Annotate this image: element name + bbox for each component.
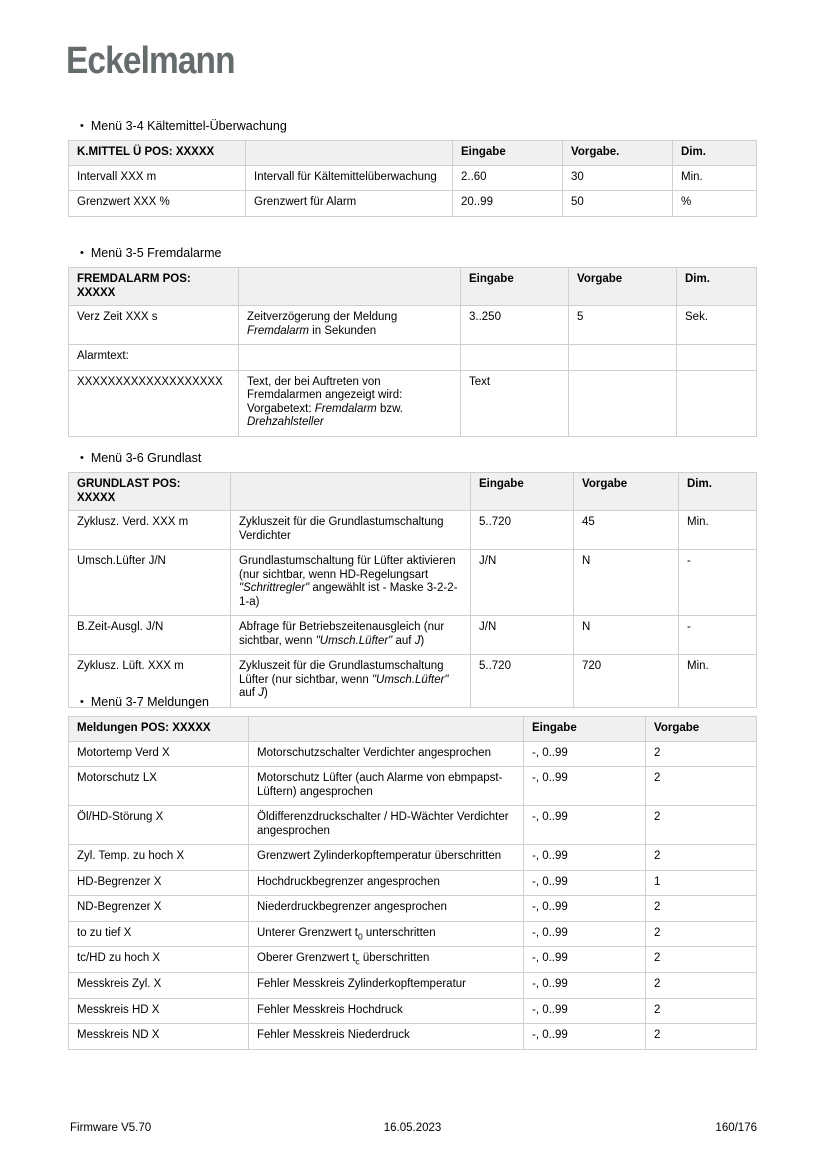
table-cell: N: [574, 550, 679, 616]
column-header: Eingabe: [453, 141, 563, 166]
section-menu-3-4: [68, 119, 757, 217]
table-cell: J/N: [471, 550, 574, 616]
section-title: [68, 119, 757, 135]
table-cell: Intervall XXX m: [69, 165, 246, 191]
kaeltemittel-ueberwachung-table: [68, 140, 757, 217]
table-cell: 3..250: [461, 306, 569, 345]
column-header: Eingabe: [524, 717, 646, 742]
table-cell: 720: [574, 655, 679, 708]
table-cell: -, 0..99: [524, 741, 646, 767]
table-row: [69, 767, 757, 806]
table-cell: -, 0..99: [524, 870, 646, 896]
table-row: [69, 616, 757, 655]
section-title-text: Menü 3-5 Fremdalarme: [90, 246, 222, 260]
fremdalarme-table: [68, 267, 757, 437]
table-header-row: [69, 473, 757, 511]
table-cell: Messkreis ND X: [69, 1024, 249, 1050]
table-cell: [569, 345, 677, 371]
table-cell: Niederdruckbegrenzer angesprochen: [249, 896, 524, 922]
table-cell: Öl/HD-Störung X: [69, 806, 249, 845]
table-cell: Grenzwert Zylinderkopftemperatur überschritten: [249, 845, 524, 871]
table-cell: Zeitverzögerung der Meldung Fremdalarm in Sekunden: [239, 306, 461, 345]
table-cell: 2: [646, 973, 757, 999]
table-cell: Grenzwert XXX %: [69, 191, 246, 217]
table-cell: Motortemp Verd X: [69, 741, 249, 767]
table-cell: 2: [646, 1024, 757, 1050]
table-cell: B.Zeit-Ausgl. J/N: [69, 616, 231, 655]
table-cell: 30: [563, 165, 673, 191]
column-header: Meldungen POS: XXXXX: [69, 717, 249, 742]
table-cell: Fehler Messkreis Niederdruck: [249, 1024, 524, 1050]
table-cell: Text, der bei Auftreten von Fremdalarmen angezeigt wird: Vorgabetext: Fremdalarm bzw. Drehzahlsteller: [239, 370, 461, 436]
section-title: [68, 246, 757, 262]
section-title: [68, 451, 757, 467]
table-cell: Abfrage für Betriebszeitenausgleich (nur sichtbar, wenn "Umsch.Lüfter" auf J): [231, 616, 471, 655]
table-cell: Intervall für Kältemittelüberwachung: [246, 165, 453, 191]
table-cell: 50: [563, 191, 673, 217]
table-cell: -: [679, 616, 757, 655]
footer-date: 16.05.2023: [383, 1122, 442, 1134]
table-row: [69, 806, 757, 845]
table-row: [69, 921, 757, 947]
bullet-icon: •: [80, 696, 84, 708]
table-cell: [239, 345, 461, 371]
eckelmann-logo: Eckelmann: [66, 40, 235, 82]
table-cell: -, 0..99: [524, 845, 646, 871]
column-header: Eingabe: [471, 473, 574, 511]
table-cell: Fehler Messkreis Zylinderkopftemperatur: [249, 973, 524, 999]
section-title-text: Menü 3-4 Kältemittel-Überwachung: [90, 119, 287, 133]
column-header: Dim.: [677, 268, 757, 306]
table-cell: Messkreis Zyl. X: [69, 973, 249, 999]
table-cell: [569, 370, 677, 436]
table-cell: Zykluszeit für die Grundlastumschaltung Verdichter: [231, 511, 471, 550]
table-cell: -, 0..99: [524, 973, 646, 999]
table-cell: 2: [646, 845, 757, 871]
table-cell: 45: [574, 511, 679, 550]
column-header: Vorgabe: [646, 717, 757, 742]
table-cell: Öldifferenzdruckschalter / HD-Wächter Verdichter angesprochen: [249, 806, 524, 845]
table-cell: 2: [646, 741, 757, 767]
meldungen-table: [68, 716, 757, 1050]
table-cell: 2: [646, 767, 757, 806]
table-cell: 1: [646, 870, 757, 896]
table-row: [69, 370, 757, 436]
table-cell: Grundlastumschaltung für Lüfter aktivieren (nur sichtbar, wenn HD-Regelungsart "Schrittregler" angewählt ist - Maske 3-2-2-1-a): [231, 550, 471, 616]
column-header: [239, 268, 461, 306]
table-cell: 2: [646, 806, 757, 845]
table-cell: ND-Begrenzer X: [69, 896, 249, 922]
column-header: GRUNDLAST POS: XXXXX: [69, 473, 231, 511]
table-cell: Zykluszeit für die Grundlastumschaltung Lüfter (nur sichtbar, wenn "Umsch.Lüfter" auf J): [231, 655, 471, 708]
table-header-row: [69, 717, 757, 742]
column-header: Eingabe: [461, 268, 569, 306]
table-cell: 20..99: [453, 191, 563, 217]
table-cell: Motorschutzschalter Verdichter angesprochen: [249, 741, 524, 767]
footer-firmware-version: Firmware V5.70: [70, 1122, 152, 1134]
section-menu-3-6: [68, 451, 757, 708]
section-title-text: Menü 3-7 Meldungen: [90, 695, 209, 709]
table-row: [69, 947, 757, 973]
table-cell: 5: [569, 306, 677, 345]
table-cell: Alarmtext:: [69, 345, 239, 371]
table-cell: Verz Zeit XXX s: [69, 306, 239, 345]
table-cell: Messkreis HD X: [69, 998, 249, 1024]
table-cell: Zyl. Temp. zu hoch X: [69, 845, 249, 871]
table-cell: %: [673, 191, 757, 217]
table-cell: -, 0..99: [524, 921, 646, 947]
bullet-icon: •: [80, 247, 84, 259]
table-row: [69, 191, 757, 217]
column-header: Vorgabe.: [563, 141, 673, 166]
table-cell: Motorschutz Lüfter (auch Alarme von ebmpapst-Lüftern) angesprochen: [249, 767, 524, 806]
table-header-row: [69, 141, 757, 166]
column-header: Dim.: [679, 473, 757, 511]
table-cell: N: [574, 616, 679, 655]
table-row: [69, 973, 757, 999]
section-menu-3-7: [68, 695, 757, 1050]
table-cell: Text: [461, 370, 569, 436]
table-cell: 2: [646, 921, 757, 947]
column-header: [246, 141, 453, 166]
table-cell: Motorschutz LX: [69, 767, 249, 806]
table-cell: -, 0..99: [524, 806, 646, 845]
table-row: [69, 550, 757, 616]
table-row: [69, 998, 757, 1024]
table-cell: 5..720: [471, 655, 574, 708]
table-cell: Unterer Grenzwert $t_0$ unterschritten: [249, 921, 524, 947]
table-header-row: [69, 268, 757, 306]
table-cell: Oberer Grenzwert $t_c$ überschritten: [249, 947, 524, 973]
table-cell: Hochdruckbegrenzer angesprochen: [249, 870, 524, 896]
table-cell: Zyklusz. Lüft. XXX m: [69, 655, 231, 708]
table-cell: 5..720: [471, 511, 574, 550]
table-cell: [677, 370, 757, 436]
column-header: K.MITTEL Ü POS: XXXXX: [69, 141, 246, 166]
table-row: [69, 345, 757, 371]
table-row: [69, 165, 757, 191]
column-header: FREMDALARM POS: XXXXX: [69, 268, 239, 306]
table-cell: 2..60: [453, 165, 563, 191]
table-cell: -, 0..99: [524, 896, 646, 922]
section-menu-3-5: [68, 246, 757, 437]
table-cell: Zyklusz. Verd. XXX m: [69, 511, 231, 550]
table-cell: Min.: [679, 655, 757, 708]
column-header: [249, 717, 524, 742]
bullet-icon: •: [80, 452, 84, 464]
table-cell: [461, 345, 569, 371]
table-cell: -, 0..99: [524, 998, 646, 1024]
footer-page-number: 160/176: [715, 1122, 757, 1134]
table-cell: [677, 345, 757, 371]
table-cell: J/N: [471, 616, 574, 655]
table-cell: -: [679, 550, 757, 616]
table-row: [69, 511, 757, 550]
table-cell: 2: [646, 896, 757, 922]
table-cell: -, 0..99: [524, 1024, 646, 1050]
table-cell: -, 0..99: [524, 767, 646, 806]
grundlast-table: [68, 472, 757, 708]
table-cell: Min.: [673, 165, 757, 191]
table-cell: 2: [646, 947, 757, 973]
table-row: [69, 306, 757, 345]
table-cell: Sek.: [677, 306, 757, 345]
section-title-text: Menü 3-6 Grundlast: [90, 451, 202, 465]
table-row: [69, 845, 757, 871]
table-row: [69, 741, 757, 767]
table-cell: Fehler Messkreis Hochdruck: [249, 998, 524, 1024]
column-header: Vorgabe: [569, 268, 677, 306]
column-header: Dim.: [673, 141, 757, 166]
table-row: [69, 1024, 757, 1050]
column-header: Vorgabe: [574, 473, 679, 511]
table-cell: Umsch.Lüfter J/N: [69, 550, 231, 616]
bullet-icon: •: [80, 120, 84, 132]
table-cell: XXXXXXXXXXXXXXXXXXX: [69, 370, 239, 436]
table-cell: Grenzwert für Alarm: [246, 191, 453, 217]
table-cell: Min.: [679, 511, 757, 550]
table-cell: tc/HD zu hoch X: [69, 947, 249, 973]
table-cell: -, 0..99: [524, 947, 646, 973]
table-cell: 2: [646, 998, 757, 1024]
table-row: [69, 870, 757, 896]
table-cell: to zu tief X: [69, 921, 249, 947]
table-cell: HD-Begrenzer X: [69, 870, 249, 896]
table-row: [69, 896, 757, 922]
section-title: [68, 695, 757, 711]
column-header: [231, 473, 471, 511]
